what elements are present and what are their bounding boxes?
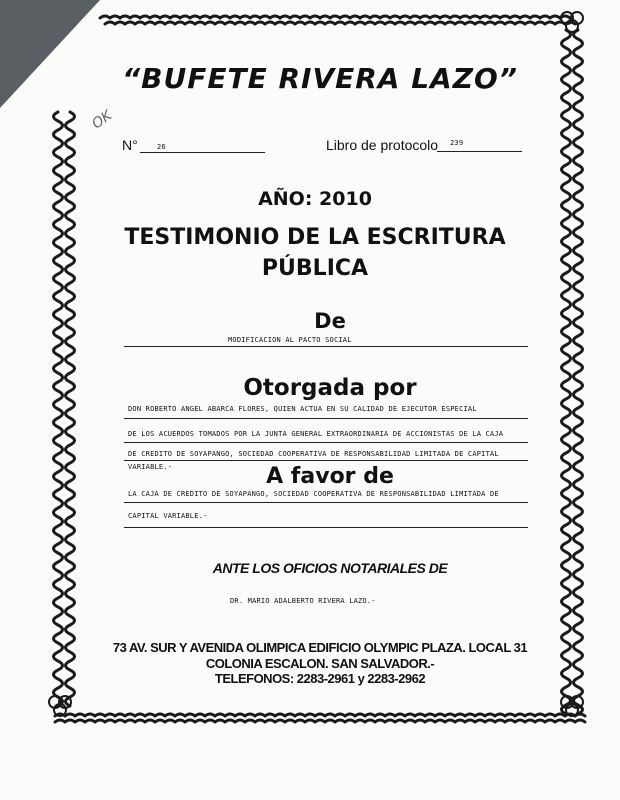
year-heading: AÑO: 2010	[258, 188, 372, 210]
favor-line-1: LA CAJA DE CREDITO DE SOYAPANGO, SOCIEDAD COOPERATIVA DE RESPONSABILIDAD LIMITADA DE	[128, 490, 499, 498]
otorgada-rule-1	[124, 418, 528, 419]
otorgada-line-4: VARIABLE.-	[128, 463, 173, 471]
document-title-line2: PÚBLICA	[261, 256, 369, 281]
otorgada-rule-3	[124, 460, 528, 461]
favor-line-2: CAPITAL VARIABLE.-	[128, 512, 208, 520]
otorgada-line-1: DON ROBERTO ANGEL ABARCA FLORES, QUIEN ACTUA EN SU CALIDAD DE EJECUTOR ESPECIAL	[128, 405, 477, 413]
favor-heading: A favor de	[266, 464, 394, 489]
otorgada-rule-2	[124, 442, 528, 443]
address-line-3: TELEFONOS: 2283-2961 y 2283-2962	[214, 671, 426, 686]
address-line-1: 73 AV. SUR Y AVENIDA OLIMPICA EDIFICIO OLYMPIC PLAZA. LOCAL 31	[112, 640, 528, 655]
otorgada-line-3: DE CREDITO DE SOYAPANGO, SOCIEDAD COOPERATIVA DE RESPONSABILIDAD LIMITADA DE CAPITAL	[128, 450, 499, 458]
notary-name: DR. MARIO ADALBERTO RIVERA LAZO.-	[230, 597, 376, 605]
otorgada-heading: Otorgada por	[243, 375, 417, 401]
document-title-line1: TESTIMONIO DE LA ESCRITURA	[124, 225, 506, 250]
otorgada-line-2: DE LOS ACUERDOS TOMADOS POR LA JUNTA GENERAL EXTRAORDINARIA DE ACCIONISTAS DE LA CAJA	[128, 430, 504, 438]
margin-check-mark: OK	[89, 107, 115, 133]
notary-heading: ANTE LOS OFICIOS NOTARIALES DE	[212, 560, 448, 576]
protocol-book-rule	[437, 151, 522, 152]
protocol-book-value: 239	[450, 139, 464, 147]
protocol-number-rule	[140, 152, 265, 153]
address-line-2: COLONIA ESCALON. SAN SALVADOR.-	[205, 656, 435, 671]
protocol-number-label: N°	[122, 137, 138, 153]
de-heading: De	[314, 309, 346, 333]
de-value: MODIFICACION AL PACTO SOCIAL	[228, 336, 352, 344]
favor-rule-1	[124, 502, 528, 503]
protocol-book-label: Libro de protocolo	[326, 137, 439, 153]
de-rule	[124, 346, 528, 347]
firm-name: “BUFETE RIVERA LAZO”	[122, 62, 518, 95]
protocol-number-value: 26	[157, 143, 166, 151]
favor-rule-2	[124, 527, 528, 528]
